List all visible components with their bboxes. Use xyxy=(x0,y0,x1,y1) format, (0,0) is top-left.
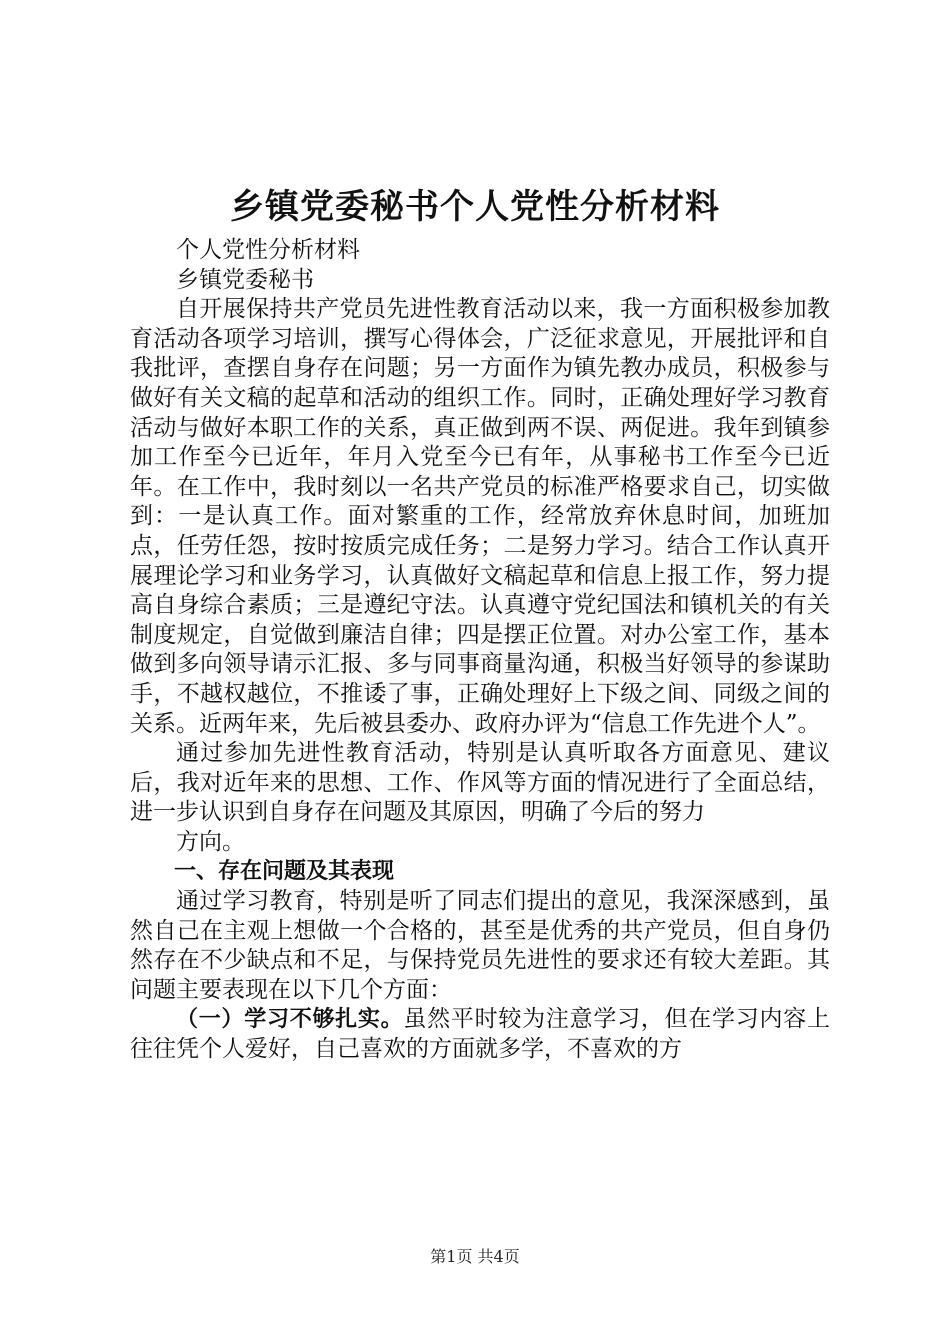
paragraph-summary: 通过参加先进性教育活动，特别是认真听取各方面意见、建议后，我对近年来的思想、工作、作风等方面的情况进行了全面总结，进一步认识到自身存在问题及其原因，明确了今后的努力 xyxy=(130,740,830,826)
section-heading-problems: 一、存在问题及其表现 xyxy=(174,859,395,885)
subsection-heading-study: （一）学习不够扎实。 xyxy=(176,1007,404,1033)
document-title: 乡镇党委秘书个人党性分析材料 xyxy=(230,187,720,227)
paragraph-summary-end: 方向。 xyxy=(176,828,245,855)
paragraph-author: 乡镇党委秘书 xyxy=(176,266,314,293)
paragraph-subsection-study xyxy=(130,1005,830,1064)
paragraph-subtitle: 个人党性分析材料 xyxy=(176,237,360,263)
paragraph-intro: 自开展保持共产党员先进性教育活动以来，我一方面积极参加教育活动各项学习培训，撰写心得体会，广泛征求意见，开展批评和自我批评，查摆自身存在问题；另一方面作为镇先教办成员，积极参与做好有关文稿的起草和活动的组织工作。同时，正确处理好学习教育活动与做好本职工作的关系，真正做到两不误、两促进。我年到镇参加工作至今已近年，年月入党至今已有年，从事秘书工作至今已近年。在工作中，我时刻以一名共产党员的标准严格要求自己，切实做到：一是认真工作。面对繁重的工作，经常放弃休息时间，加班加点，任劳任怨，按时按质完成任务；二是努力学习。结合工作认真开展理论学习和业务学习，认真做好文稿起草和信息上报工作，努力提高自身综合素质；三是遵纪守法。认真遵守党纪国法和镇机关的有关制度规定，自觉做到廉洁自律；四是摆正位置。对办公室工作，基本做到多向领导请示汇报、多与同事商量沟通，积极当好领导的参谋助手，不越权越位，不推诿了事，正确处理好上下级之间、同级之间的关系。近两年来，先后被县委办、政府办评为“信息工作先进个人”。 xyxy=(130,296,830,737)
paragraph-problems: 通过学习教育，特别是听了同志们提出的意见，我深深感到，虽然自己在主观上想做一个合格的，甚至是优秀的共产党员，但自身仍然存在不少缺点和不足，与保持党员先进性的要求还有较大差距。其问题主要表现在以下几个方面： xyxy=(130,888,830,1003)
document-body xyxy=(130,236,830,1065)
subsection-text-study: 虽然平时较为注意学习，但在学习内容上往往凭个人爱好，自己喜欢的方面就多学，不喜欢的方 xyxy=(130,1006,830,1063)
page-number-footer: 第1页 共4页 xyxy=(430,1247,520,1266)
